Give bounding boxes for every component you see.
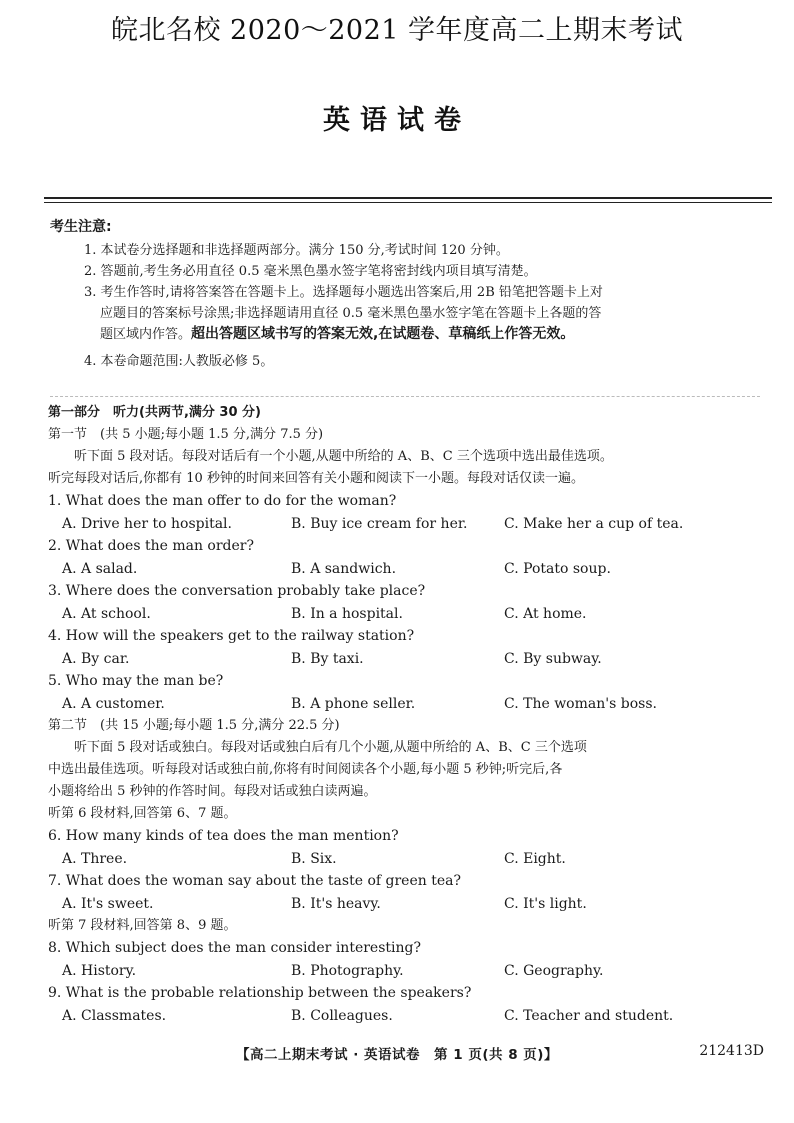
option-b: B. Buy ice cream for her. <box>291 515 468 532</box>
notice-item-3-line3-prefix: 题区域内作答。 <box>100 327 192 342</box>
option-a: A. At school. <box>62 605 151 622</box>
notice-item-4: 4. 本卷命题范围:人教版必修 5。 <box>84 354 274 369</box>
option-b: B. In a hospital. <box>291 605 403 622</box>
question-7-options <box>48 893 768 916</box>
notice-item-3 <box>50 282 760 345</box>
option-a: A. It's sweet. <box>62 895 154 912</box>
question-2: 2. What does the man order? <box>48 538 254 554</box>
section1-title: 第一节 (共 5 小题;每小题 1.5 分,满分 7.5 分) <box>48 427 324 442</box>
option-a: A. By car. <box>62 650 130 667</box>
candidate-notice <box>50 216 760 372</box>
notice-item-3-emphasis: 超出答题区域书写的答案无效,在试题卷、草稿纸上作答无效。 <box>191 326 575 342</box>
question-5-options <box>48 693 768 716</box>
notice-title: 考生注意: <box>50 219 112 235</box>
option-c: C. Make her a cup of tea. <box>504 515 684 532</box>
option-b: B. It's heavy. <box>291 895 381 912</box>
option-a: A. Drive her to hospital. <box>62 515 232 532</box>
option-c: C. Potato soup. <box>504 560 611 577</box>
notice-item-3-line3 <box>84 324 760 345</box>
option-c: C. The woman's boss. <box>504 695 657 712</box>
option-b: B. A phone seller. <box>291 695 416 712</box>
question-4: 4. How will the speakers get to the railway station? <box>48 628 415 644</box>
option-a: A. Classmates. <box>62 1007 167 1024</box>
footer-page-info: 【高二上期末考试 · 英语试卷 第 1 页(共 8 页)】 <box>236 1047 558 1063</box>
section2-instructions-2: 中选出最佳选项。听每段对话或独白前,你将有时间阅读各个小题,每小题 5 秒钟;听完后,各 <box>48 762 563 777</box>
question-2-options <box>48 558 768 581</box>
question-6-options <box>48 848 768 871</box>
question-3: 3. Where does the conversation probably take place? <box>48 583 426 599</box>
option-c: C. Teacher and student. <box>504 1007 674 1024</box>
option-a: A. A customer. <box>62 695 165 712</box>
option-b: B. A sandwich. <box>291 560 397 577</box>
question-4-options <box>48 648 768 671</box>
section2-title: 第二节 (共 15 小题;每小题 1.5 分,满分 22.5 分) <box>48 718 340 733</box>
option-a: A. History. <box>62 962 137 979</box>
question-5: 5. Who may the man be? <box>48 673 224 689</box>
section1-instructions-1: 听下面 5 段对话。每段对话后有一个小题,从题中所给的 A、B、C 三个选项中选出最佳选项。 <box>74 449 613 464</box>
question-6: 6. How many kinds of tea does the man mention? <box>48 828 399 844</box>
option-b: B. Colleagues. <box>291 1007 393 1024</box>
subject-title: 英语试卷 <box>323 105 471 136</box>
notice-item-1: 1. 本试卷分选择题和非选择题两部分。满分 150 分,考试时间 120 分钟。 <box>84 243 509 258</box>
question-7: 7. What does the woman say about the taste of green tea? <box>48 873 461 889</box>
option-c: C. At home. <box>504 605 587 622</box>
part1-title: 第一部分 听力(共两节,满分 30 分) <box>48 405 261 420</box>
footer-exam-code: 212413D <box>699 1043 764 1059</box>
section1-instructions-2: 听完每段对话后,你都有 10 秒钟的时间来回答有关小题和阅读下一小题。每段对话仅读一遍。 <box>48 471 584 486</box>
exam-title: 皖北名校 2020～2021 学年度高二上期末考试 <box>110 15 684 46</box>
notice-item-2: 2. 答题前,考生务必用直径 0.5 毫米黑色墨水签字笔将密封线内项目填写清楚。 <box>84 264 537 279</box>
option-a: A. A salad. <box>62 560 138 577</box>
material-6-lead: 听第 6 段材料,回答第 6、7 题。 <box>48 806 237 821</box>
notice-item-3-line1: 3. 考生作答时,请将答案答在答题卡上。选择题每小题选出答案后,用 2B 铅笔把答题卡上对 <box>84 285 603 300</box>
question-8-options <box>48 960 768 983</box>
header-rule-thin <box>44 202 772 203</box>
option-c: C. It's light. <box>504 895 587 912</box>
option-b: B. Photography. <box>291 962 404 979</box>
section2-instructions-3: 小题将给出 5 秒钟的作答时间。每段对话或独白读两遍。 <box>48 784 377 799</box>
header-rule-thick <box>44 197 772 199</box>
question-9-options <box>48 1005 768 1028</box>
listening-part <box>48 402 768 1027</box>
page-footer <box>0 1043 794 1065</box>
material-7-lead: 听第 7 段材料,回答第 8、9 题。 <box>48 918 237 933</box>
option-b: B. Six. <box>291 850 337 867</box>
question-1: 1. What does the man offer to do for the woman? <box>48 493 397 509</box>
option-a: A. Three. <box>62 850 128 867</box>
option-b: B. By taxi. <box>291 650 364 667</box>
notice-item-3-line2: 应题目的答案标号涂黑;非选择题请用直径 0.5 毫米黑色墨水签字笔在答题卡上各题的答 <box>100 306 602 321</box>
option-c: C. By subway. <box>504 650 602 667</box>
question-3-options <box>48 603 768 626</box>
option-c: C. Geography. <box>504 962 604 979</box>
question-9: 9. What is the probable relationship between the speakers? <box>48 985 472 1001</box>
section2-instructions-1: 听下面 5 段对话或独白。每段对话或独白后有几个小题,从题中所给的 A、B、C 三个选项 <box>74 740 587 755</box>
option-c: C. Eight. <box>504 850 566 867</box>
question-8: 8. Which subject does the man consider interesting? <box>48 940 421 956</box>
notice-divider <box>50 396 760 397</box>
question-1-options <box>48 513 768 536</box>
